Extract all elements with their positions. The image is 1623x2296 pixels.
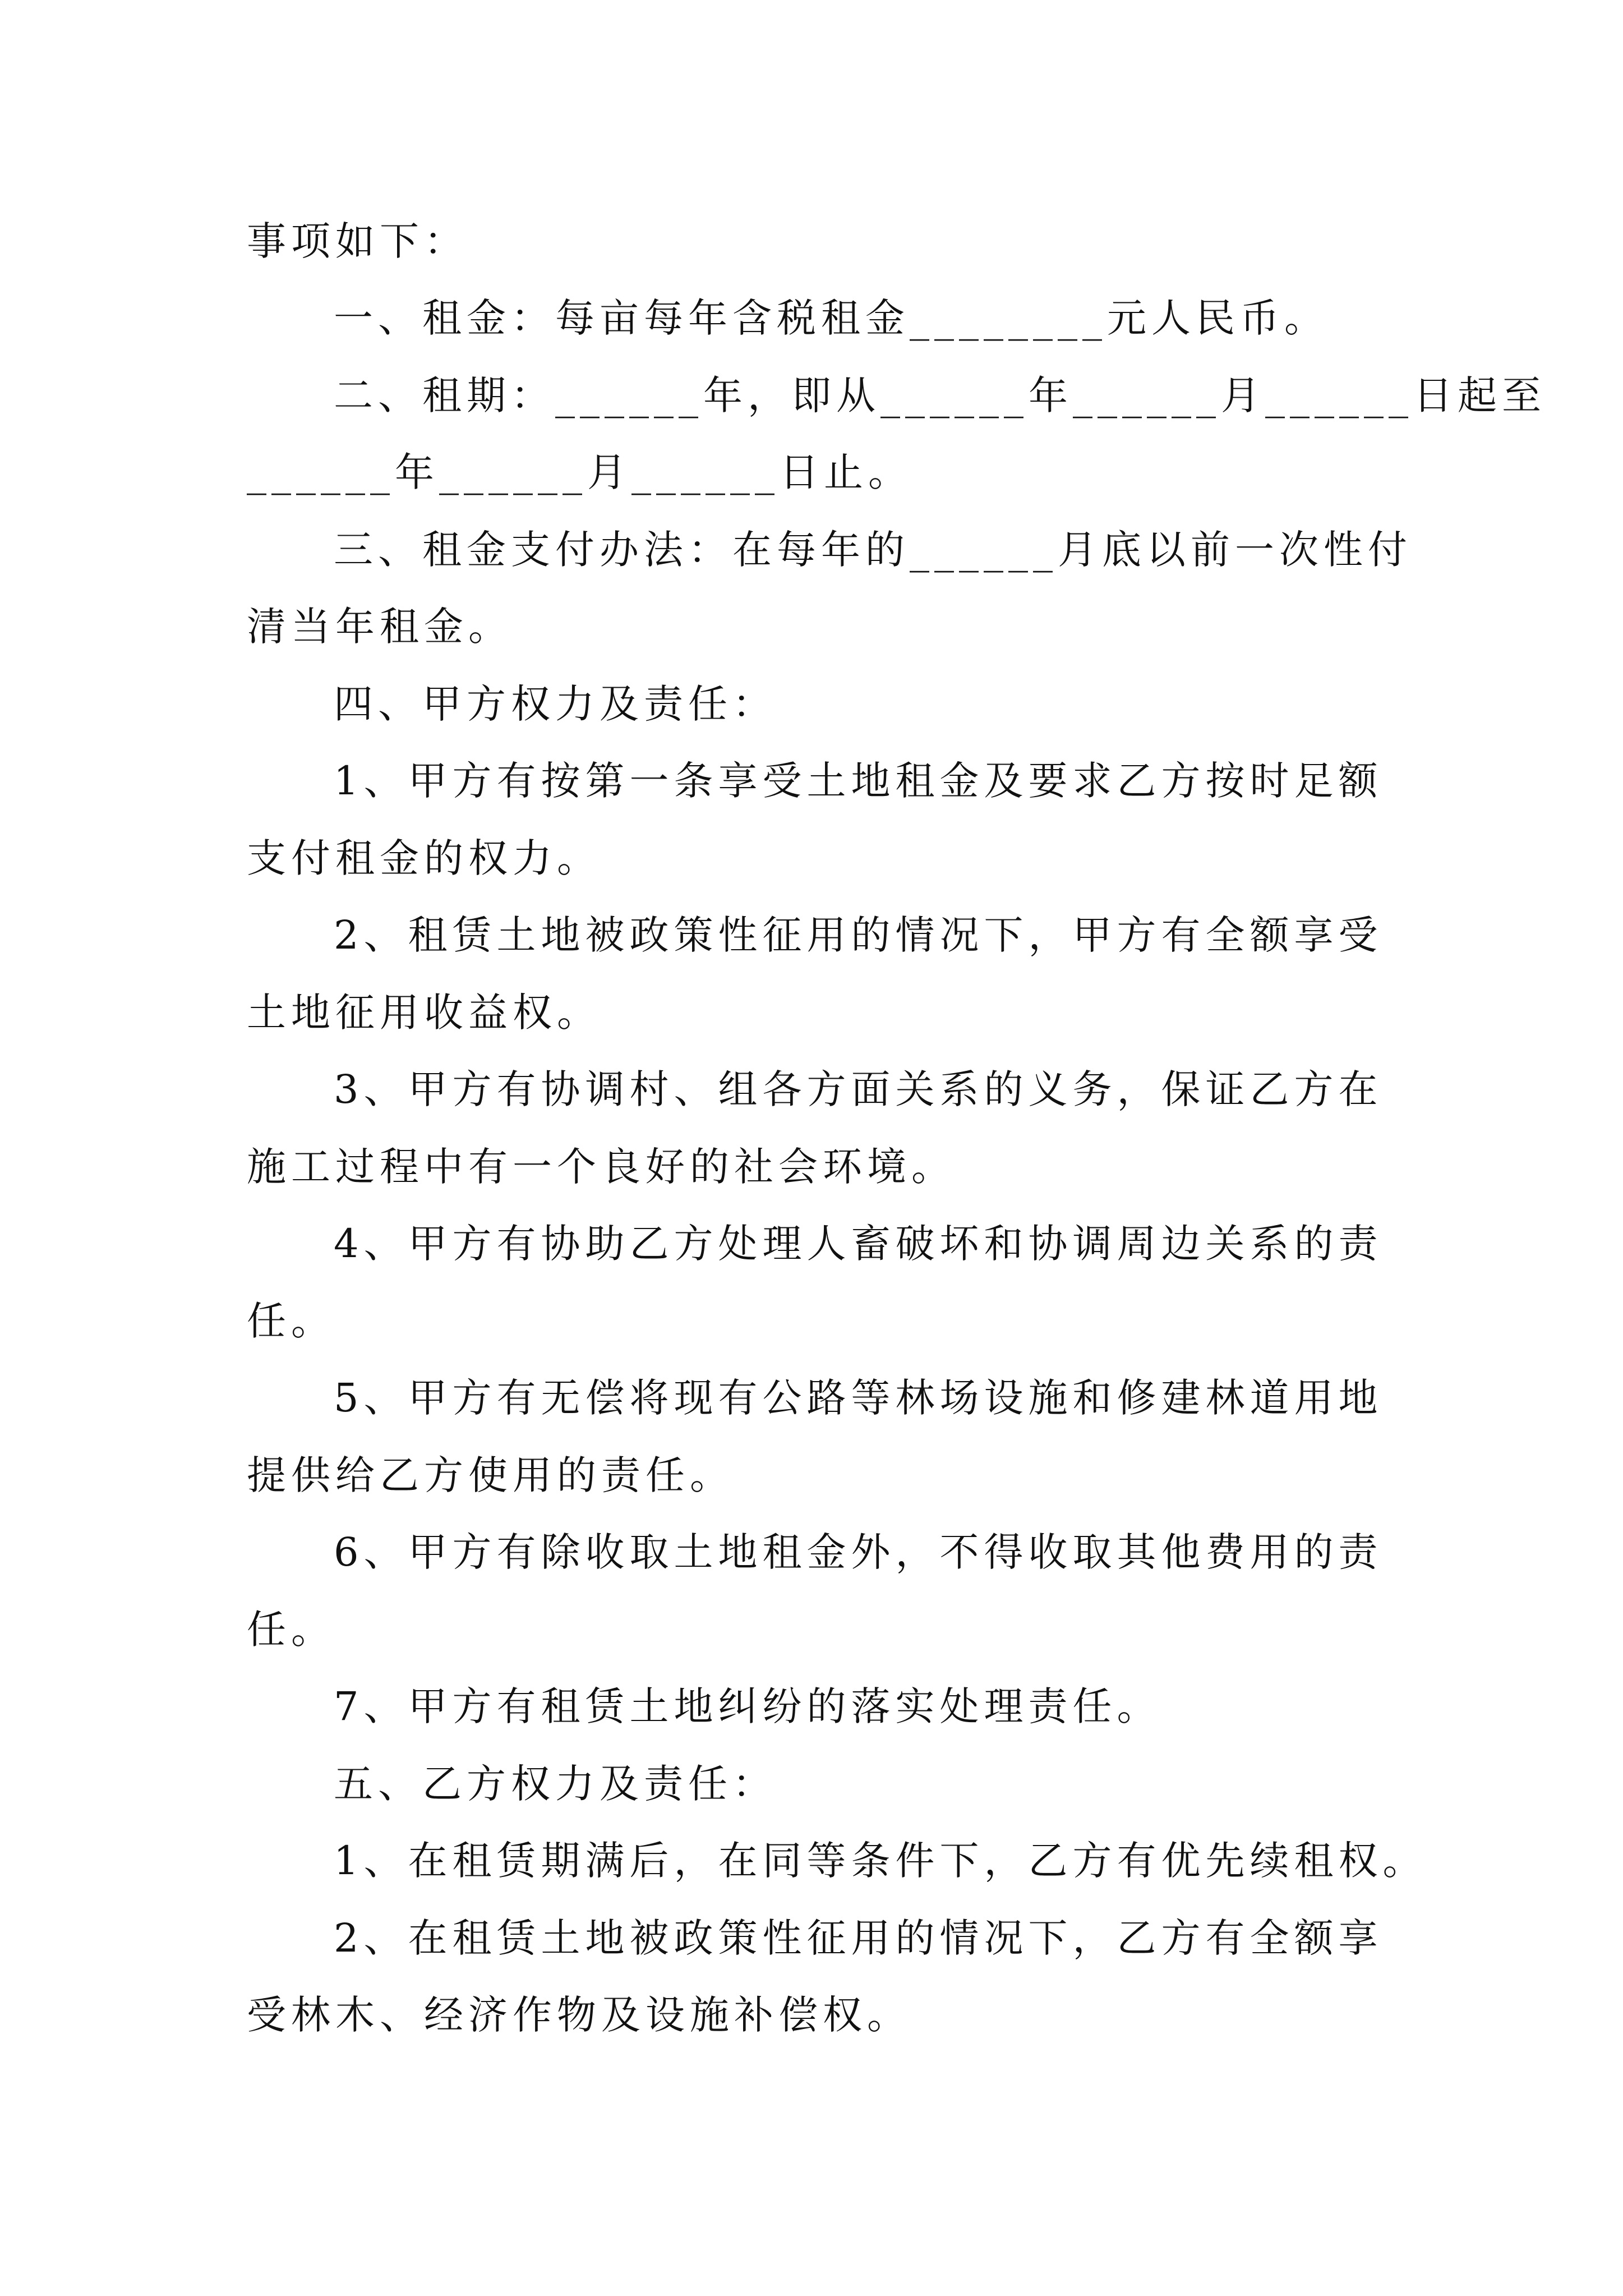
text-line: 事项如下： — [247, 218, 468, 264]
text-line: 6、甲方有除收取土地租金外，不得收取其他费用的责 — [334, 1529, 1383, 1575]
text-line: 5、甲方有无偿将现有公路等林场设施和修建林道用地 — [334, 1375, 1383, 1421]
text-line: 2、租赁土地被政策性征用的情况下，甲方有全额享受 — [334, 912, 1383, 958]
text-line: 任。 — [247, 1298, 335, 1344]
text-line: 清当年租金。 — [247, 604, 513, 650]
text-line: 提供给乙方使用的责任。 — [247, 1452, 734, 1498]
text-line: 支付租金的权力。 — [247, 835, 601, 881]
text-line: 施工过程中有一个良好的社会环境。 — [247, 1144, 956, 1190]
text-line: 1、在租赁期满后，在同等条件下，乙方有优先续租权。 — [334, 1838, 1427, 1884]
text-line: ______年______月______日止。 — [247, 449, 912, 495]
text-line: 1、甲方有按第一条享受土地租金及要求乙方按时足额 — [334, 758, 1383, 804]
text-line: 四、甲方权力及责任： — [334, 681, 777, 727]
text-line: 三、租金支付办法：在每年的______月底以前一次性付 — [334, 527, 1412, 573]
text-line: 任。 — [247, 1607, 335, 1653]
text-line: 受林木、经济作物及设施补偿权。 — [247, 1992, 911, 2038]
text-line: 7、甲方有租赁土地纠纷的落实处理责任。 — [334, 1683, 1161, 1729]
text-line: 二、租期：______年，即从______年______月______日起至 — [334, 372, 1546, 418]
text-line: 土地征用收益权。 — [247, 990, 601, 1036]
text-line: 4、甲方有协助乙方处理人畜破坏和协调周边关系的责 — [334, 1221, 1383, 1267]
text-line: 3、甲方有协调村、组各方面关系的义务，保证乙方在 — [334, 1066, 1383, 1112]
text-line: 2、在租赁土地被政策性征用的情况下，乙方有全额享 — [334, 1915, 1383, 1961]
text-line: 一、租金：每亩每年含税租金________元人民币。 — [334, 295, 1329, 341]
text-line: 五、乙方权力及责任： — [334, 1761, 777, 1807]
